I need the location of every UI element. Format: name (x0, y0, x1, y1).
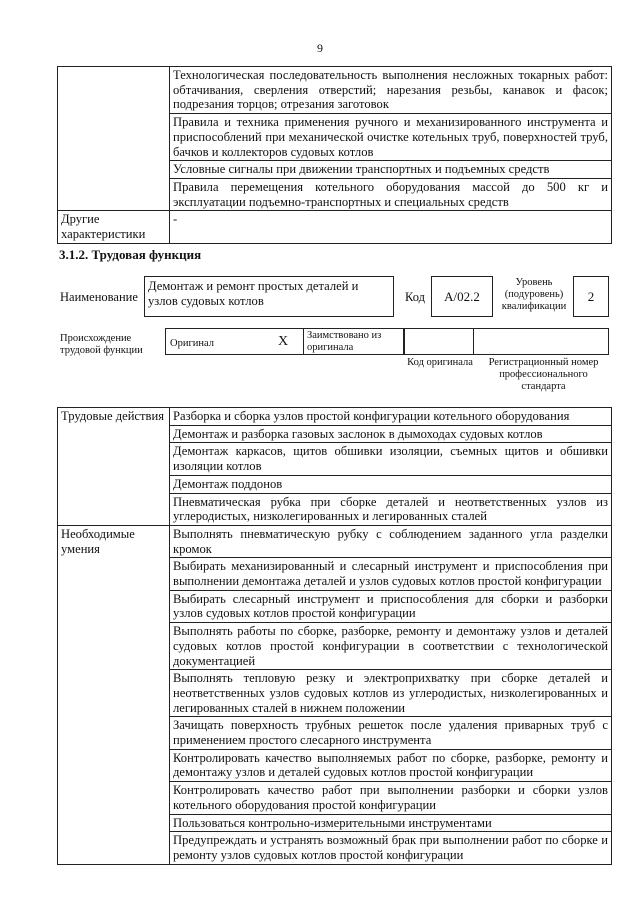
skill-row: Выбирать слесарный инструмент и приспособления для сборки и разборки узлов судовых котлов простой конфигурации (170, 590, 612, 622)
top-table-row: Правила перемещения котельного оборудования массой до 500 кг и эксплуатации подъемно-транспортных и специальных средств (170, 178, 612, 210)
skills-label: Необходимые умения (58, 525, 170, 864)
skill-row: Пользоваться контрольно-измерительными инструментами (170, 814, 612, 832)
code-label: Код (405, 290, 425, 304)
skill-row: Выполнять пневматическую рубку с соблюдением заданного угла разделки кромок (170, 525, 612, 557)
original-mark: X (278, 334, 289, 349)
skill-row: Выполнять работы по сборке, разборке, ремонту и демонтажу узлов и деталей судовых котлов простой конфигурации в соответствии с технологической документацией (170, 623, 612, 670)
skill-row: Предупреждать и устранять возможный брак при выполнении работ по сборке и ремонту узлов судовых котлов простой конфигурации (170, 832, 612, 864)
other-characteristics-label: Другие характеристики (58, 211, 170, 243)
top-table-row: Условные сигналы при движении транспортных и подъемных средств (170, 161, 612, 179)
action-row: Демонтаж поддонов (170, 475, 612, 493)
original-label: Оригинал (170, 338, 214, 349)
skill-row: Выбирать механизированный и слесарный инструмент и приспособления при выполнении демонтажа деталей и узлов судовых котлов простой конфигурации (170, 558, 612, 590)
action-row: Демонтаж каркасов, щитов обшивки изоляции, съемных щитов и обшивки изоляции котлов (170, 443, 612, 475)
top-table (57, 66, 612, 244)
function-code-box: А/02.2 (431, 276, 493, 317)
main-table (57, 407, 612, 865)
page-number: 9 (317, 41, 323, 55)
section-heading: 3.1.2. Трудовая функция (59, 247, 202, 262)
top-table-row: Технологическая последовательность выполнения несложных токарных работ: обтачивания, сверления отверстий; нарезания резьбы, канавок и фасок; подрезания торцов; отрезания заготовок (170, 67, 612, 114)
actions-label: Трудовые действия (58, 408, 170, 526)
skill-row: Контролировать качество работ при выполнении разборки и сборки узлов котельного оборудования простой конфигурации (170, 782, 612, 814)
other-characteristics-value: - (170, 211, 612, 243)
origin-label: Происхождение трудовой функции (60, 333, 143, 356)
top-table-row: Правила и техника применения ручного и механизированного инструмента и приспособлений при механической очистке котельных труб, поверхностей труб, бачков и коллекторов судовых котлов (170, 114, 612, 161)
skill-row: Зачищать поверхность трубных решеток после удаления приварных труб с применением простого слесарного инструмента (170, 717, 612, 749)
skill-row: Выполнять тепловую резку и электроприхватку при сборке деталей и неответственных узлов судовых котлов из углеродистых, низколегированных и легированных сталей в нижнем положении (170, 670, 612, 717)
action-row: Демонтаж и разборка газовых заслонок в дымоходах судовых котлов (170, 425, 612, 443)
code-original-cell (404, 328, 474, 355)
level-label: Уровень (подуровень) квалификации (501, 277, 567, 312)
function-name-box: Демонтаж и ремонт простых деталей и узлов судовых котлов (144, 276, 394, 317)
top-table-label-cell (58, 67, 170, 211)
borrowed-label: Заимствовано из оригинала (307, 330, 382, 353)
action-row: Разборка и сборка узлов простой конфигурации котельного оборудования (170, 408, 612, 426)
action-row: Пневматическая рубка при сборке деталей и неответственных узлов из углеродистых, низколегированных и легированных сталей (170, 493, 612, 525)
registration-number-caption: Регистрационный номер профессионального стандарта (488, 357, 599, 392)
level-value-box: 2 (573, 276, 609, 317)
skill-row: Контролировать качество выполняемых работ по сборке, разборке, ремонту и демонтажу узлов и деталей судовых котлов простой конфигурации (170, 749, 612, 781)
name-label: Наименование (60, 290, 138, 304)
code-original-caption: Код оригинала (407, 357, 473, 368)
